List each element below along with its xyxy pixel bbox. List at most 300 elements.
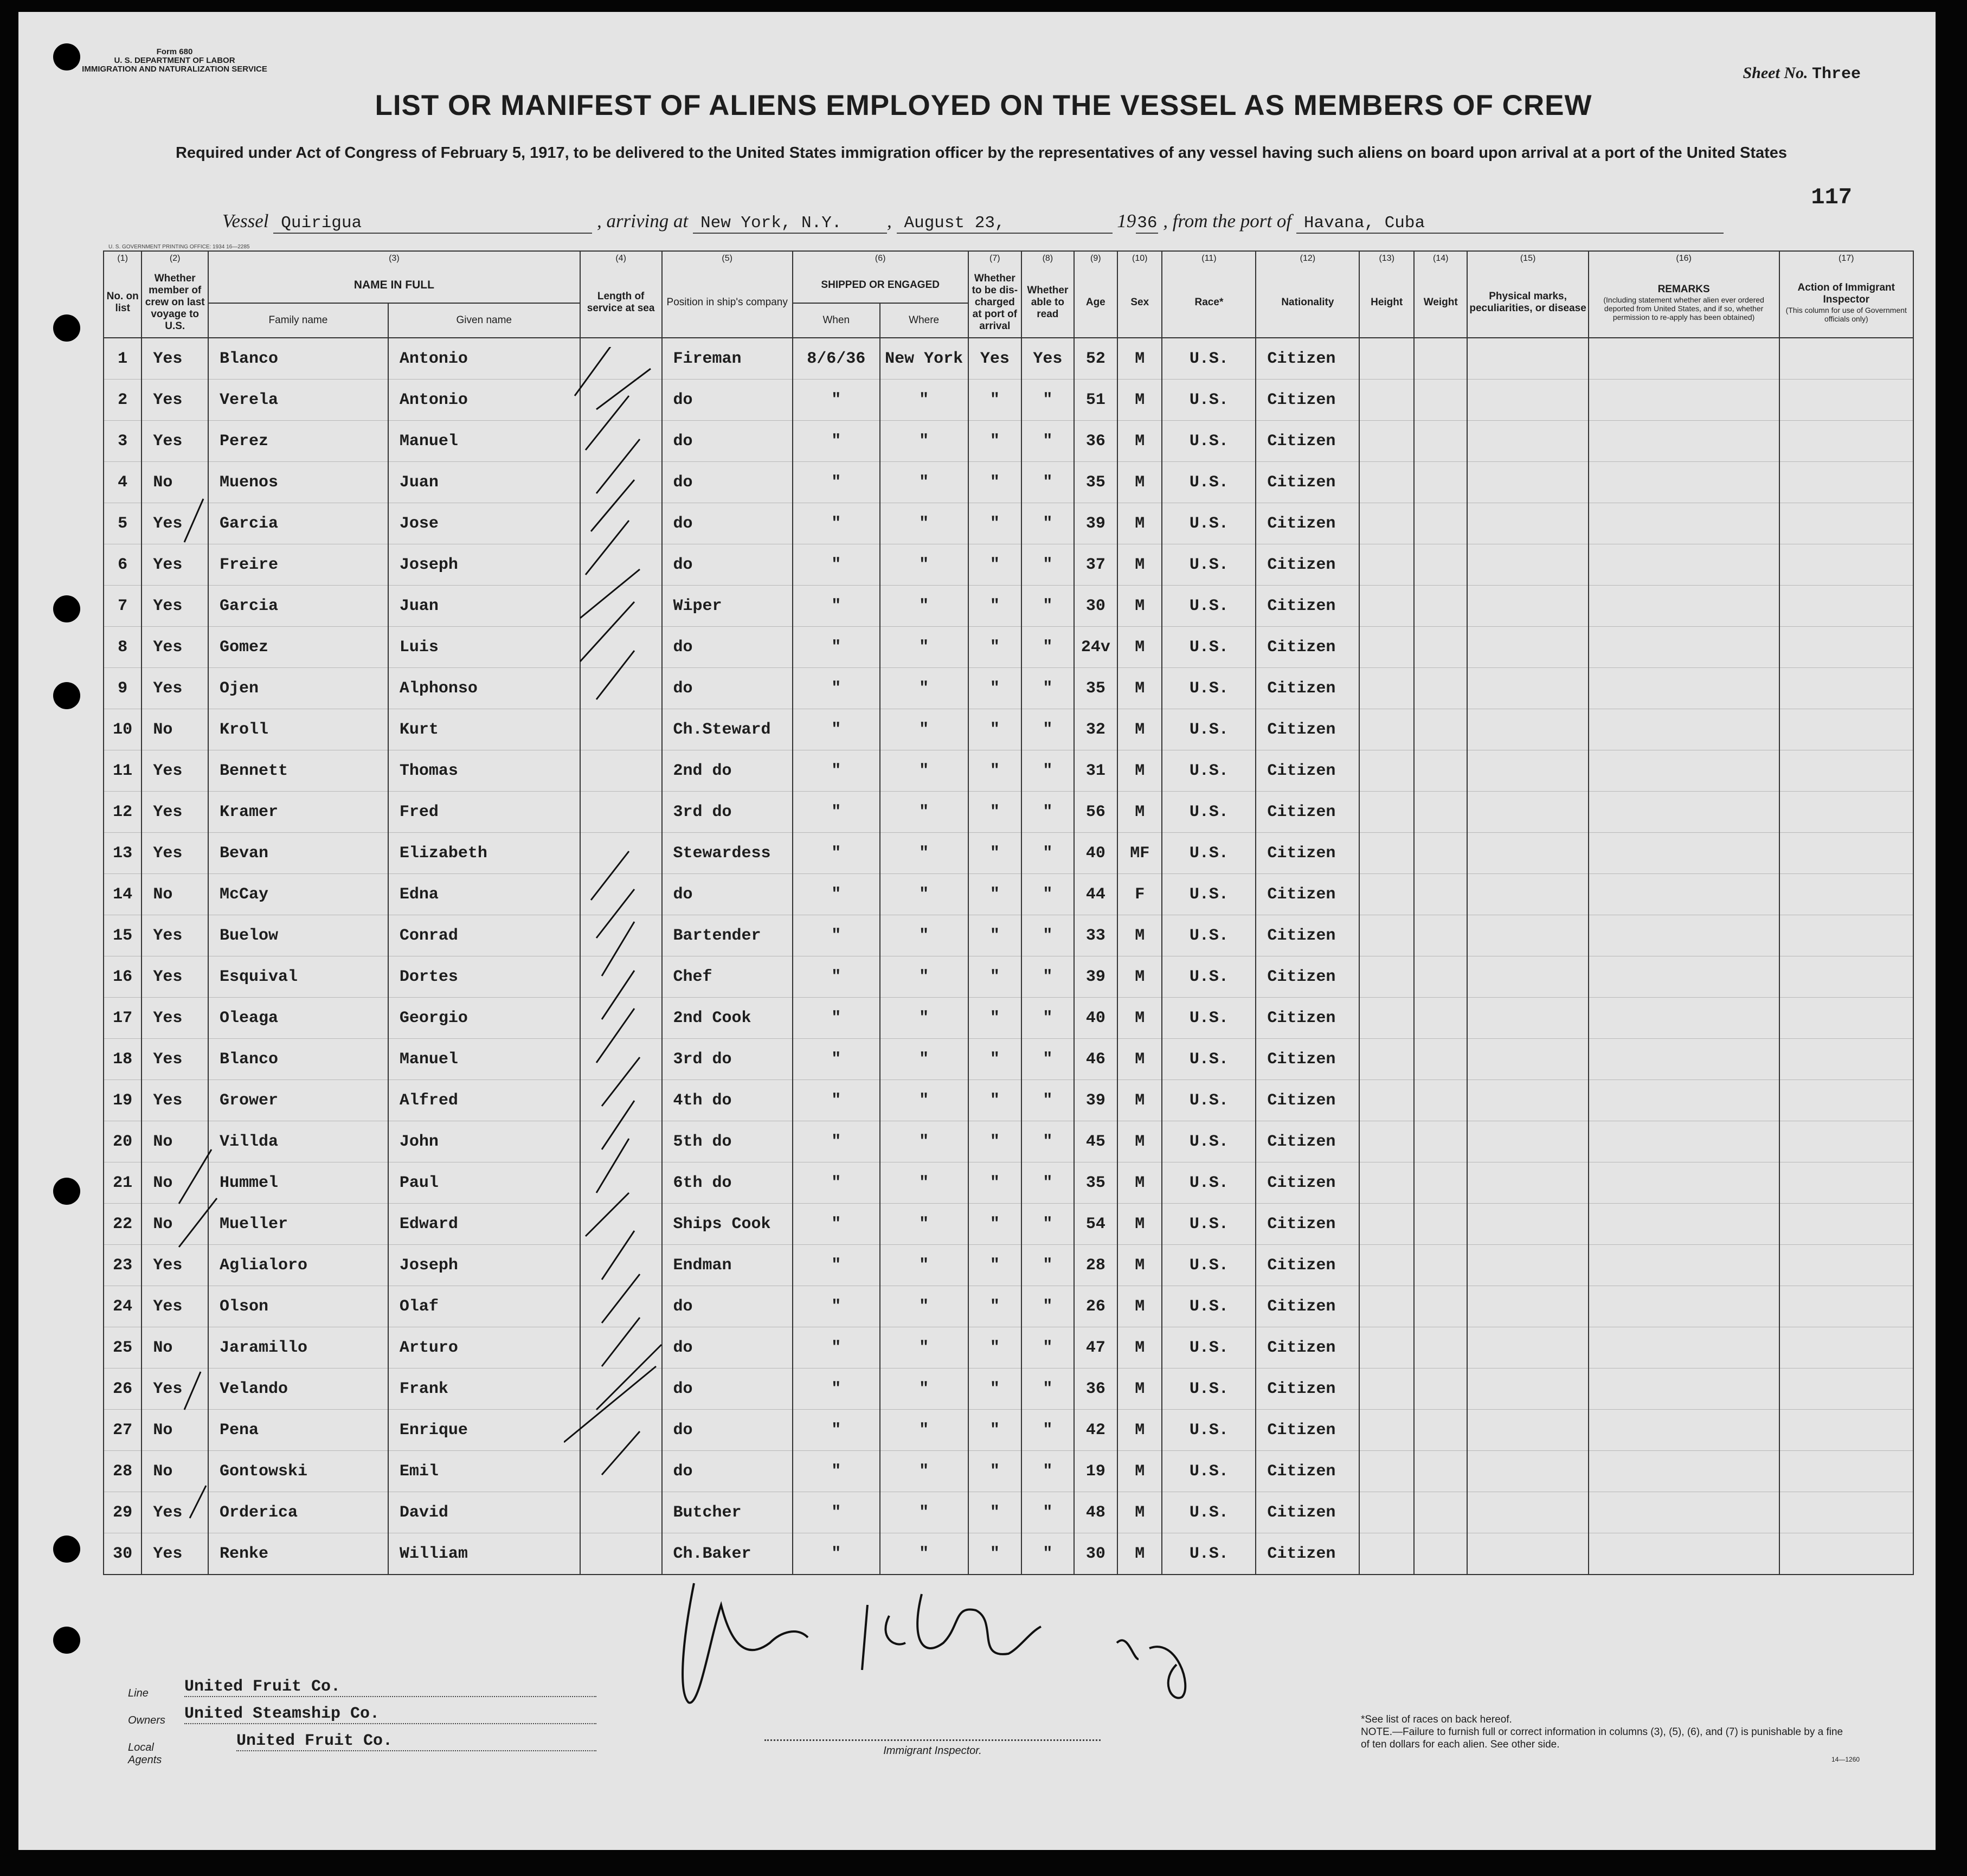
height-cell	[1359, 380, 1414, 421]
col-num: (17)	[1779, 251, 1913, 268]
given-name-cell: Conrad	[388, 915, 580, 956]
weight-cell	[1414, 1080, 1468, 1121]
table-row	[104, 1327, 1913, 1369]
physical-marks-cell	[1467, 544, 1588, 586]
shipped-when-cell: "	[793, 1080, 880, 1121]
able-to-read-cell: "	[1021, 1492, 1074, 1533]
discharged-cell: "	[968, 998, 1022, 1039]
age-cell: 40	[1074, 998, 1117, 1039]
table-row	[104, 792, 1913, 833]
shipped-where-cell: "	[880, 833, 968, 874]
header-nationality: Nationality	[1256, 268, 1359, 338]
family-name-cell: Oleaga	[208, 998, 388, 1039]
given-name-cell: Paul	[388, 1162, 580, 1204]
col-num: (10)	[1117, 251, 1162, 268]
punch-hole	[53, 314, 80, 342]
family-name-cell: Blanco	[208, 338, 388, 380]
position-cell: do	[662, 544, 793, 586]
position-cell: do	[662, 1286, 793, 1327]
nationality-cell: Citizen	[1256, 1492, 1359, 1533]
vessel-label: Vessel	[222, 210, 269, 232]
height-cell	[1359, 1533, 1414, 1575]
physical-marks-cell	[1467, 833, 1588, 874]
last-voyage-cell: No	[142, 1204, 208, 1245]
race-cell: U.S.	[1162, 1245, 1256, 1286]
inspector-action-cell	[1779, 956, 1913, 998]
owners-value: United Steamship Co.	[184, 1705, 596, 1724]
remarks-cell	[1589, 1286, 1779, 1327]
header-inspector-action	[1779, 268, 1913, 338]
able-to-read-cell: "	[1021, 627, 1074, 668]
weight-cell	[1414, 1410, 1468, 1451]
age-cell: 31	[1074, 750, 1117, 792]
remarks-cell	[1589, 874, 1779, 915]
race-cell: U.S.	[1162, 627, 1256, 668]
inspector-action-cell	[1779, 1162, 1913, 1204]
service-tick-marks	[564, 347, 678, 1583]
shipped-where-cell: "	[880, 874, 968, 915]
remarks-cell	[1589, 462, 1779, 503]
row-number-cell: 11	[104, 750, 142, 792]
race-cell: U.S.	[1162, 709, 1256, 750]
weight-cell	[1414, 833, 1468, 874]
family-name-cell: Blanco	[208, 1039, 388, 1080]
given-name-cell: Edward	[388, 1204, 580, 1245]
discharged-cell: "	[968, 1451, 1022, 1492]
race-cell: U.S.	[1162, 1204, 1256, 1245]
sex-cell: M	[1117, 956, 1162, 998]
sex-cell: M	[1117, 1162, 1162, 1204]
position-cell: do	[662, 1327, 793, 1369]
shipped-where-cell: "	[880, 1286, 968, 1327]
row-number-cell: 27	[104, 1410, 142, 1451]
inspector-signature	[672, 1572, 1269, 1713]
last-voyage-cell: Yes	[142, 627, 208, 668]
physical-marks-cell	[1467, 1121, 1588, 1162]
table-row	[104, 998, 1913, 1039]
page-number: 117	[1811, 184, 1852, 210]
shipped-when-cell: "	[793, 544, 880, 586]
discharged-cell: "	[968, 668, 1022, 709]
able-to-read-cell: "	[1021, 874, 1074, 915]
sex-cell: M	[1117, 1327, 1162, 1369]
given-name-cell: Antonio	[388, 380, 580, 421]
position-cell: do	[662, 1410, 793, 1451]
table-row	[104, 1533, 1913, 1575]
given-name-cell: Enrique	[388, 1410, 580, 1451]
height-cell	[1359, 627, 1414, 668]
family-name-cell: Velando	[208, 1369, 388, 1410]
departure-port: Havana, Cuba	[1296, 214, 1724, 234]
remarks-cell	[1589, 750, 1779, 792]
crew-table	[103, 250, 1914, 1575]
age-cell: 47	[1074, 1327, 1117, 1369]
family-name-cell: Perez	[208, 421, 388, 462]
race-cell: U.S.	[1162, 1533, 1256, 1575]
arriving-label: , arriving at	[597, 210, 689, 232]
table-row	[104, 1039, 1913, 1080]
remarks-cell	[1589, 709, 1779, 750]
inspector-action-cell	[1779, 503, 1913, 544]
race-cell: U.S.	[1162, 668, 1256, 709]
shipped-when-cell: "	[793, 956, 880, 998]
inspector-action-cell	[1779, 874, 1913, 915]
shipped-where-cell: "	[880, 1410, 968, 1451]
given-name-cell: Manuel	[388, 421, 580, 462]
agents-label: Local Agents	[128, 1742, 162, 1766]
given-name-cell: John	[388, 1121, 580, 1162]
agents-value: United Fruit Co.	[236, 1732, 596, 1751]
inspector-action-cell	[1779, 1080, 1913, 1121]
sex-cell: M	[1117, 709, 1162, 750]
height-cell	[1359, 1327, 1414, 1369]
family-name-cell: Garcia	[208, 503, 388, 544]
shipped-where-cell: "	[880, 709, 968, 750]
header-remarks	[1589, 268, 1779, 338]
row-number-cell: 13	[104, 833, 142, 874]
header-discharged: Whether to be dis-charged at port of arrival	[968, 268, 1022, 338]
sex-cell: M	[1117, 421, 1162, 462]
shipped-where-cell: "	[880, 956, 968, 998]
discharged-cell: "	[968, 1327, 1022, 1369]
age-cell: 24v	[1074, 627, 1117, 668]
last-voyage-cell: No	[142, 1162, 208, 1204]
sex-cell: M	[1117, 544, 1162, 586]
header-when: When	[793, 303, 880, 338]
age-cell: 45	[1074, 1121, 1117, 1162]
inspector-action-cell	[1779, 915, 1913, 956]
remarks-cell	[1589, 338, 1779, 380]
race-cell: U.S.	[1162, 750, 1256, 792]
sheet-label: Sheet No.	[1743, 64, 1808, 82]
row-number-cell: 30	[104, 1533, 142, 1575]
remarks-cell	[1589, 1245, 1779, 1286]
family-name-cell: Olson	[208, 1286, 388, 1327]
remarks-cell	[1589, 421, 1779, 462]
able-to-read-cell: "	[1021, 544, 1074, 586]
owners-label: Owners	[128, 1714, 165, 1726]
shipped-when-cell: "	[793, 1492, 880, 1533]
remarks-cell	[1589, 1204, 1779, 1245]
table-row	[104, 1080, 1913, 1121]
shipped-when-cell: "	[793, 1286, 880, 1327]
remarks-cell	[1589, 668, 1779, 709]
inspector-action-cell	[1779, 792, 1913, 833]
sex-cell: M	[1117, 1080, 1162, 1121]
last-voyage-cell: No	[142, 1451, 208, 1492]
discharged-cell: "	[968, 1410, 1022, 1451]
nationality-cell: Citizen	[1256, 792, 1359, 833]
row-number-cell: 25	[104, 1327, 142, 1369]
col-num: (2)	[142, 251, 208, 268]
shipped-when-cell: "	[793, 503, 880, 544]
header-shipped-engaged: SHIPPED OR ENGAGED	[793, 268, 968, 303]
table-row	[104, 503, 1913, 544]
physical-marks-cell	[1467, 1039, 1588, 1080]
year-prefix: 19	[1117, 210, 1136, 232]
col-num: (14)	[1414, 251, 1468, 268]
able-to-read-cell: "	[1021, 915, 1074, 956]
height-cell	[1359, 1492, 1414, 1533]
position-cell: Fireman	[662, 338, 793, 380]
table-row	[104, 1121, 1913, 1162]
col-num: (11)	[1162, 251, 1256, 268]
age-cell: 36	[1074, 1369, 1117, 1410]
position-cell: Ships Cook	[662, 1204, 793, 1245]
shipped-when-cell: "	[793, 750, 880, 792]
header-sex: Sex	[1117, 268, 1162, 338]
col-num: (1)	[104, 251, 142, 268]
given-name-cell: Joseph	[388, 544, 580, 586]
shipped-where-cell: "	[880, 544, 968, 586]
given-name-cell: Juan	[388, 586, 580, 627]
weight-cell	[1414, 1492, 1468, 1533]
last-voyage-cell: No	[142, 709, 208, 750]
inspector-action-cell	[1779, 1204, 1913, 1245]
age-cell: 40	[1074, 833, 1117, 874]
nationality-cell: Citizen	[1256, 874, 1359, 915]
row-number-cell: 1	[104, 338, 142, 380]
position-cell: 2nd Cook	[662, 998, 793, 1039]
physical-marks-cell	[1467, 1080, 1588, 1121]
discharged-cell: "	[968, 1245, 1022, 1286]
position-cell: Butcher	[662, 1492, 793, 1533]
age-cell: 54	[1074, 1204, 1117, 1245]
inspector-action-cell	[1779, 421, 1913, 462]
physical-marks-cell	[1467, 1162, 1588, 1204]
last-voyage-cell: Yes	[142, 1080, 208, 1121]
sex-cell: M	[1117, 1204, 1162, 1245]
shipped-when-cell: "	[793, 586, 880, 627]
table-row	[104, 462, 1913, 503]
race-cell: U.S.	[1162, 544, 1256, 586]
position-cell: 6th do	[662, 1162, 793, 1204]
discharged-cell: "	[968, 421, 1022, 462]
physical-marks-cell	[1467, 1286, 1588, 1327]
shipped-where-cell: "	[880, 1080, 968, 1121]
physical-marks-cell	[1467, 915, 1588, 956]
able-to-read-cell: "	[1021, 833, 1074, 874]
row-number-cell: 28	[104, 1451, 142, 1492]
weight-cell	[1414, 874, 1468, 915]
inspector-action-title: Action of Immigrant Inspector	[1797, 282, 1895, 305]
col-num: (6)	[793, 251, 968, 268]
header-weight: Weight	[1414, 268, 1468, 338]
table-row	[104, 1369, 1913, 1410]
position-cell: Bartender	[662, 915, 793, 956]
race-cell: U.S.	[1162, 874, 1256, 915]
header-last-voyage: Whether member of crew on last voyage to U.S.	[142, 268, 208, 338]
given-name-cell: Alphonso	[388, 668, 580, 709]
weight-cell	[1414, 792, 1468, 833]
last-voyage-cell: Yes	[142, 586, 208, 627]
race-cell: U.S.	[1162, 1286, 1256, 1327]
footnote-note: NOTE.—Failure to furnish full or correct information in columns (3), (5), (6), and (7) is punishable by a fine of ten dollars for each alien. See other side.	[1361, 1726, 1843, 1750]
discharged-cell: "	[968, 462, 1022, 503]
physical-marks-cell	[1467, 874, 1588, 915]
row-number-cell: 8	[104, 627, 142, 668]
nationality-cell: Citizen	[1256, 668, 1359, 709]
race-cell: U.S.	[1162, 792, 1256, 833]
given-name-cell: Juan	[388, 462, 580, 503]
last-voyage-cell: Yes	[142, 421, 208, 462]
last-voyage-cell: No	[142, 1327, 208, 1369]
remarks-note: (Including statement whether alien ever ordered deported from United States, and if so, whether permission to re-apply has been obtained)	[1603, 295, 1764, 322]
weight-cell	[1414, 709, 1468, 750]
page-title: LIST OR MANIFEST OF ALIENS EMPLOYED ON THE VESSEL AS MEMBERS OF CREW	[375, 89, 1592, 121]
crew-rows	[104, 338, 1913, 1575]
nationality-cell: Citizen	[1256, 586, 1359, 627]
discharged-cell: "	[968, 1533, 1022, 1575]
discharged-cell: "	[968, 1369, 1022, 1410]
footnotes	[1361, 1713, 1849, 1751]
from-label: , from the port of	[1163, 210, 1292, 232]
footnote-races: *See list of races on back hereof.	[1361, 1714, 1512, 1725]
remarks-cell	[1589, 833, 1779, 874]
shipped-where-cell: "	[880, 1204, 968, 1245]
sex-cell: M	[1117, 462, 1162, 503]
position-cell: do	[662, 503, 793, 544]
physical-marks-cell	[1467, 998, 1588, 1039]
inspector-action-cell	[1779, 1286, 1913, 1327]
family-name-cell: Grower	[208, 1080, 388, 1121]
header-position: Position in ship's company	[662, 268, 793, 338]
vessel-name: Quirigua	[273, 214, 592, 234]
weight-cell	[1414, 503, 1468, 544]
shipped-where-cell: "	[880, 1162, 968, 1204]
given-name-cell: Elizabeth	[388, 833, 580, 874]
given-name-cell: Edna	[388, 874, 580, 915]
nationality-cell: Citizen	[1256, 998, 1359, 1039]
remarks-cell	[1589, 586, 1779, 627]
shipped-when-cell: "	[793, 1451, 880, 1492]
discharged-cell: "	[968, 1121, 1022, 1162]
discharged-cell: "	[968, 1204, 1022, 1245]
inspector-action-cell	[1779, 380, 1913, 421]
position-cell: do	[662, 627, 793, 668]
row-number-cell: 17	[104, 998, 142, 1039]
physical-marks-cell	[1467, 1327, 1588, 1369]
able-to-read-cell: "	[1021, 998, 1074, 1039]
last-voyage-cell: Yes	[142, 1533, 208, 1575]
weight-cell	[1414, 338, 1468, 380]
family-name-cell: Hummel	[208, 1162, 388, 1204]
weight-cell	[1414, 586, 1468, 627]
age-cell: 42	[1074, 1410, 1117, 1451]
family-name-cell: Bennett	[208, 750, 388, 792]
height-cell	[1359, 1121, 1414, 1162]
able-to-read-cell: Yes	[1021, 338, 1074, 380]
height-cell	[1359, 833, 1414, 874]
family-name-cell: Buelow	[208, 915, 388, 956]
header-name-in-full: NAME IN FULL	[208, 268, 580, 303]
physical-marks-cell	[1467, 668, 1588, 709]
inspector-action-cell	[1779, 998, 1913, 1039]
last-voyage-cell: Yes	[142, 544, 208, 586]
remarks-cell	[1589, 792, 1779, 833]
shipped-where-cell: "	[880, 503, 968, 544]
race-cell: U.S.	[1162, 1327, 1256, 1369]
nationality-cell: Citizen	[1256, 1533, 1359, 1575]
family-name-cell: Muenos	[208, 462, 388, 503]
given-name-cell: Emil	[388, 1451, 580, 1492]
table-row	[104, 421, 1913, 462]
sheet-value: Three	[1811, 65, 1861, 83]
sex-cell: M	[1117, 1245, 1162, 1286]
row-number-cell: 19	[104, 1080, 142, 1121]
line-value: United Fruit Co.	[184, 1678, 596, 1697]
discharged-cell: "	[968, 956, 1022, 998]
physical-marks-cell	[1467, 1451, 1588, 1492]
able-to-read-cell: "	[1021, 668, 1074, 709]
height-cell	[1359, 503, 1414, 544]
height-cell	[1359, 668, 1414, 709]
age-cell: 35	[1074, 1162, 1117, 1204]
sex-cell: M	[1117, 1533, 1162, 1575]
family-name-cell: Bevan	[208, 833, 388, 874]
header-race: Race*	[1162, 268, 1256, 338]
col-num: (9)	[1074, 251, 1117, 268]
position-cell: Ch.Steward	[662, 709, 793, 750]
discharged-cell: "	[968, 627, 1022, 668]
punch-hole	[53, 1536, 80, 1563]
shipped-where-cell: "	[880, 1039, 968, 1080]
physical-marks-cell	[1467, 462, 1588, 503]
nationality-cell: Citizen	[1256, 1451, 1359, 1492]
position-cell: Chef	[662, 956, 793, 998]
given-name-cell: Arturo	[388, 1327, 580, 1369]
weight-cell	[1414, 1451, 1468, 1492]
height-cell	[1359, 998, 1414, 1039]
family-name-cell: Esquival	[208, 956, 388, 998]
col-num: (16)	[1589, 251, 1779, 268]
remarks-cell	[1589, 1162, 1779, 1204]
able-to-read-cell: "	[1021, 750, 1074, 792]
discharged-cell: "	[968, 1492, 1022, 1533]
shipped-where-cell: "	[880, 462, 968, 503]
position-cell: Ch.Baker	[662, 1533, 793, 1575]
able-to-read-cell: "	[1021, 421, 1074, 462]
age-cell: 48	[1074, 1492, 1117, 1533]
sex-cell: M	[1117, 792, 1162, 833]
able-to-read-cell: "	[1021, 1286, 1074, 1327]
weight-cell	[1414, 668, 1468, 709]
table-row	[104, 586, 1913, 627]
weight-cell	[1414, 421, 1468, 462]
weight-cell	[1414, 1204, 1468, 1245]
weight-cell	[1414, 956, 1468, 998]
sex-cell: F	[1117, 874, 1162, 915]
shipped-where-cell: "	[880, 915, 968, 956]
family-name-cell: Renke	[208, 1533, 388, 1575]
position-cell: 5th do	[662, 1121, 793, 1162]
race-cell: U.S.	[1162, 503, 1256, 544]
given-name-cell: Dortes	[388, 956, 580, 998]
weight-cell	[1414, 998, 1468, 1039]
last-voyage-cell: No	[142, 874, 208, 915]
inspector-action-cell	[1779, 627, 1913, 668]
family-name-cell: Aglialoro	[208, 1245, 388, 1286]
row-number-cell: 15	[104, 915, 142, 956]
header-where: Where	[880, 303, 968, 338]
shipped-where-cell: "	[880, 750, 968, 792]
height-cell	[1359, 750, 1414, 792]
weight-cell	[1414, 1162, 1468, 1204]
shipped-when-cell: "	[793, 1327, 880, 1369]
weight-cell	[1414, 750, 1468, 792]
shipped-when-cell: "	[793, 709, 880, 750]
race-cell: U.S.	[1162, 586, 1256, 627]
